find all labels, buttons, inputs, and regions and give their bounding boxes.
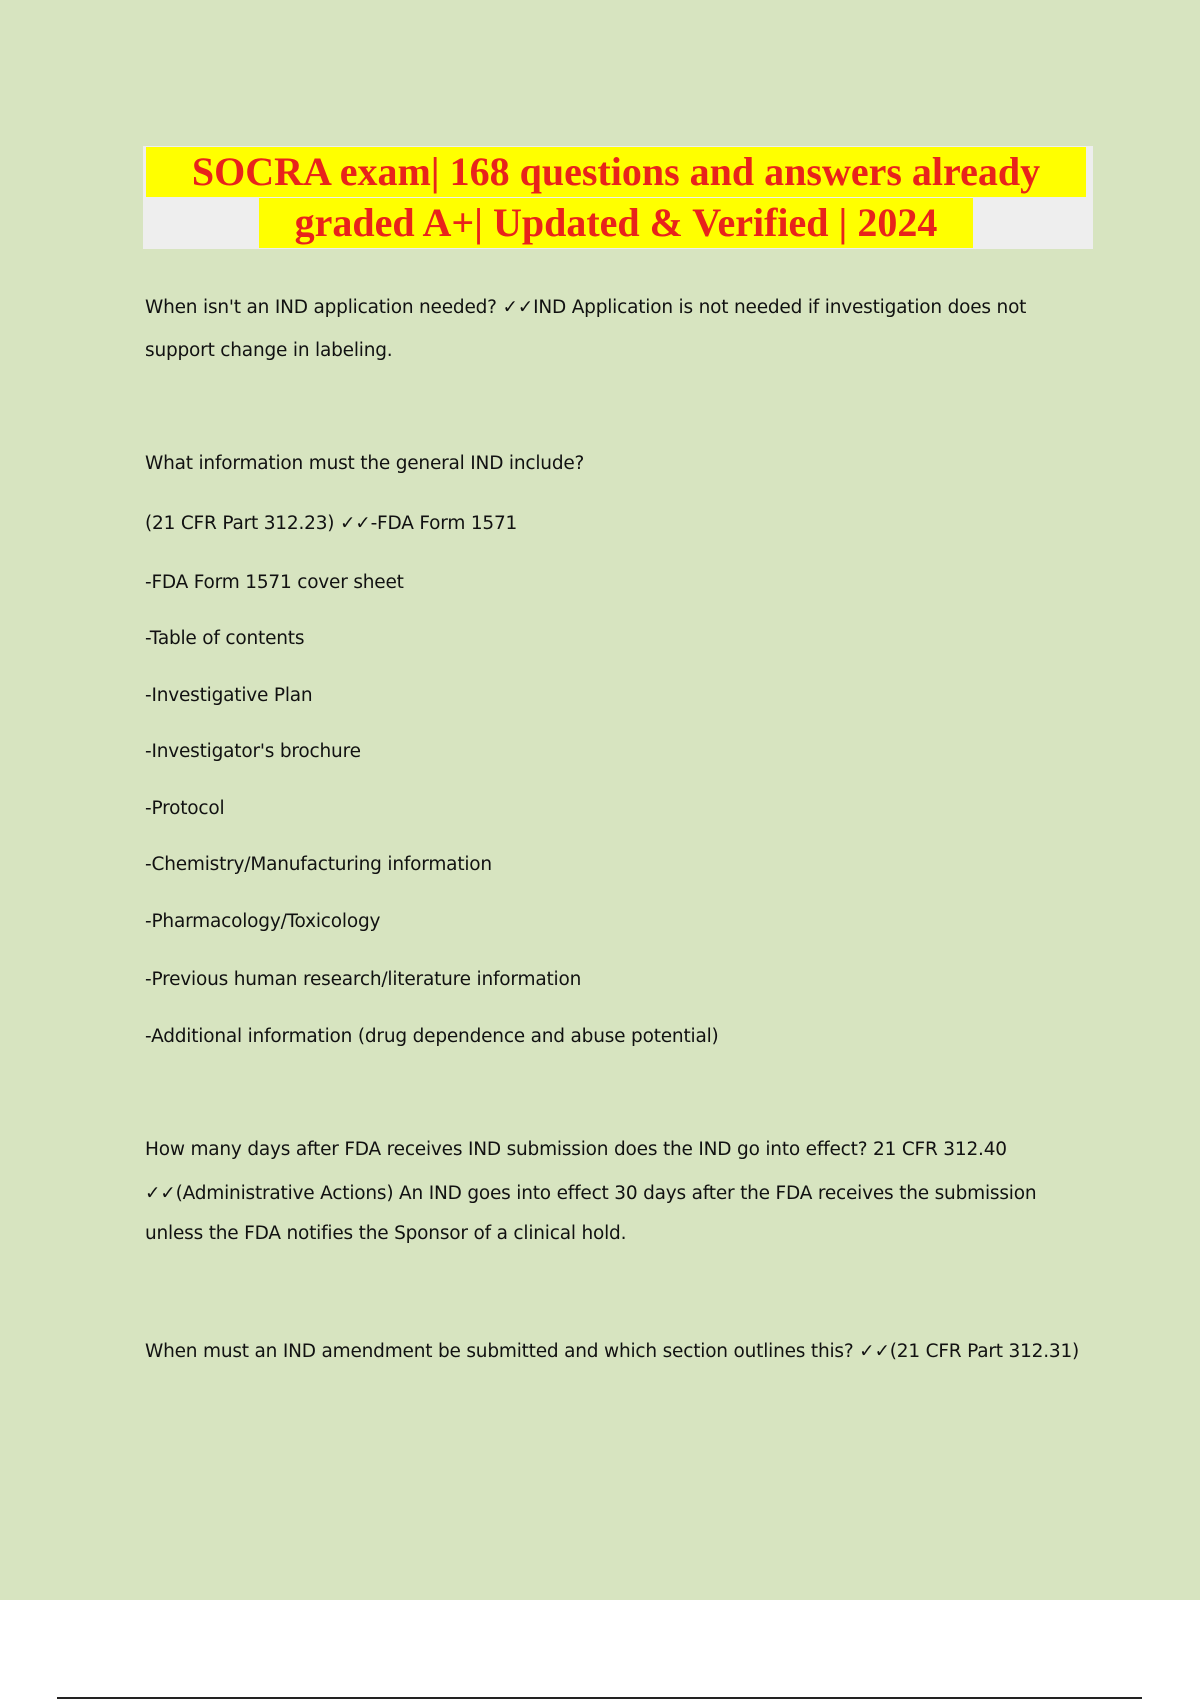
- answer-ind-contents-item: (21 CFR Part 312.23) ✓✓-FDA Form 1571: [145, 513, 518, 534]
- answer-ind-contents-item: -Additional information (drug dependence and abuse potential): [145, 1026, 719, 1047]
- answer-ind-effective-days-cont: unless the FDA notifies the Sponsor of a clinical hold.: [145, 1223, 627, 1244]
- answer-ind-contents-item: -Chemistry/Manufacturing information: [145, 854, 492, 875]
- answer-ind-contents-item: -Table of contents: [145, 628, 305, 649]
- answer-ind-contents-item: -Investigator's brochure: [145, 741, 361, 762]
- answer-ind-contents-item: -Investigative Plan: [145, 685, 313, 706]
- answer-ind-contents-item: -Protocol: [145, 798, 225, 819]
- question-ind-amendment: When must an IND amendment be submitted and which section outlines this? ✓✓(21 CFR Part 312.31): [145, 1341, 1080, 1362]
- answer-ind-contents-item: -Previous human research/literature information: [145, 969, 582, 990]
- question-ind-not-needed: When isn't an IND application needed? ✓✓IND Application is not needed if investigation does not: [145, 297, 1027, 318]
- question-general-ind-contents: What information must the general IND include?: [145, 453, 585, 474]
- footer-divider: [57, 1697, 1142, 1699]
- document-title-line-2: graded A+| Updated & Verified | 2024: [259, 198, 973, 248]
- answer-ind-contents-item: -Pharmacology/Toxicology: [145, 911, 381, 932]
- answer-ind-effective-days: ✓✓(Administrative Actions) An IND goes into effect 30 days after the FDA receives the submission: [145, 1183, 1037, 1204]
- document-title-line-1: SOCRA exam| 168 questions and answers already: [146, 147, 1086, 197]
- answer-ind-contents-item: -FDA Form 1571 cover sheet: [145, 572, 404, 593]
- answer-ind-not-needed-cont: support change in labeling.: [145, 340, 393, 361]
- question-ind-effective-days: How many days after FDA receives IND submission does the IND go into effect? 21 CFR 312.40: [145, 1139, 1007, 1160]
